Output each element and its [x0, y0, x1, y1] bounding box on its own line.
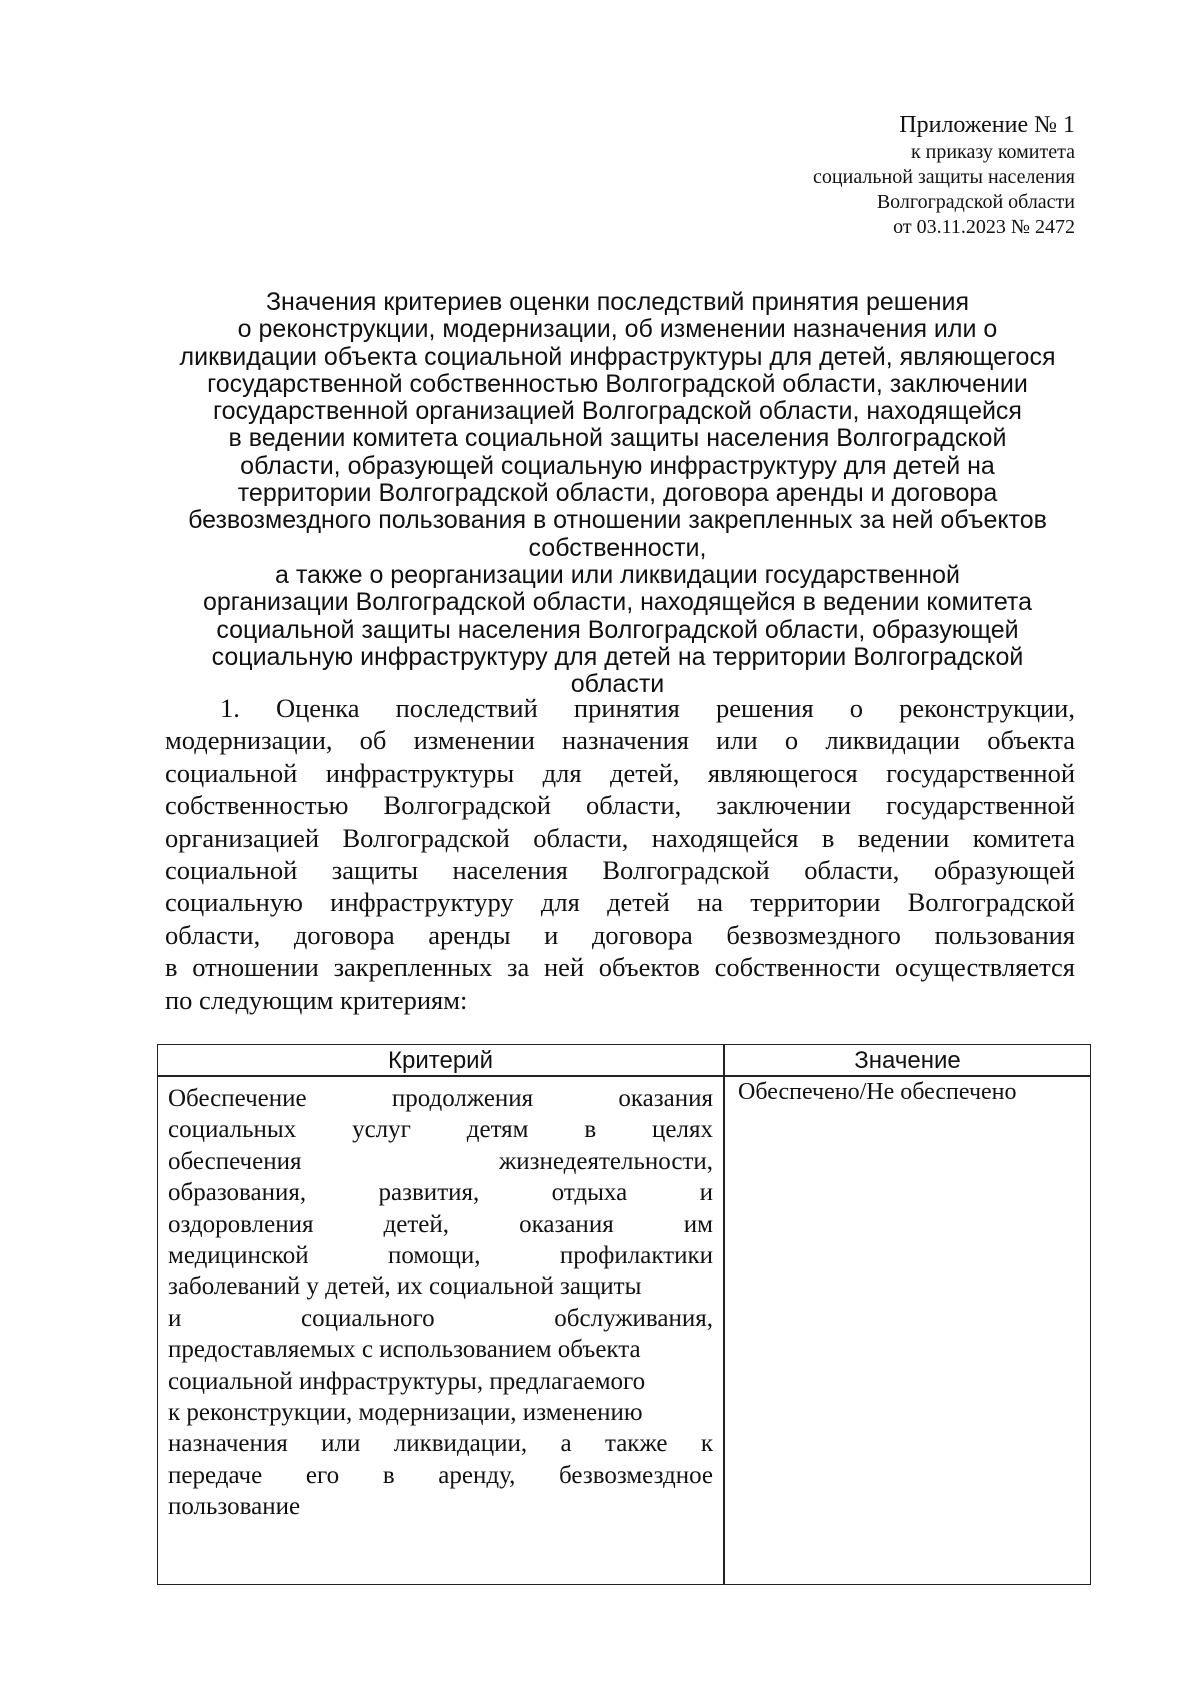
criterion-line: заболеваний у детей, их социальной защиты	[168, 1273, 642, 1301]
criterion-line: Обеспечение продолжения оказания	[168, 1085, 713, 1112]
paragraph-line: в отношении закрепленных за ней объектов собственности осуществляется	[165, 952, 1075, 983]
title-line: территории Волгоградской области, договора аренды и договора	[237, 479, 998, 508]
paragraph-line: социальной инфраструктуры для детей, являющегося государственной	[165, 757, 1075, 788]
title-line: социальной защиты населения Волгоградской области, образующей	[216, 615, 1019, 644]
appendix-order-ref: к приказу комитета	[910, 141, 1075, 163]
appendix-committee: социальной защиты населения	[813, 166, 1075, 188]
criterion-line: назначения или ликвидации, а также к	[168, 1430, 713, 1458]
criterion-line: пользование	[168, 1493, 301, 1521]
title-line: собственности,	[528, 533, 707, 562]
title-line: области	[570, 670, 665, 699]
paragraph-line: собственностью Волгоградской области, заключении государственной	[165, 790, 1075, 821]
title-line: организации Волгоградской области, находящейся в ведении комитета	[202, 588, 1033, 617]
title-line: а также о реорганизации или ликвидации государственной	[275, 560, 960, 589]
paragraph-line: 1. Оценка последствий принятия решения о реконструкции,	[220, 693, 1075, 723]
criterion-line: предоставляемых с использованием объекта	[168, 1336, 641, 1364]
appendix-number: Приложение № 1	[899, 112, 1075, 138]
title-line: безвозмездного пользования в отношении закрепленных за ней объектов	[188, 506, 1047, 535]
title-line: о реконструкции, модернизации, об изменении назначения или о	[237, 315, 998, 344]
column-divider	[723, 1045, 725, 1584]
criterion-cell	[168, 1083, 713, 1522]
value-cell: Обеспечено/Не обеспечено	[738, 1079, 1017, 1105]
criterion-line: социальной инфраструктуры, предлагаемого	[168, 1367, 646, 1395]
header-criterion: Критерий	[388, 1047, 493, 1074]
title-line: ликвидации объекта социальной инфраструктуры для детей, являющегося	[179, 342, 1056, 371]
criterion-line: передаче его в аренду, безвозмездное	[168, 1461, 713, 1489]
criterion-line: обеспечения жизнедеятельности,	[168, 1147, 713, 1175]
criteria-table	[157, 1044, 1091, 1585]
header-value: Значение	[854, 1047, 961, 1074]
paragraph-line: социальную инфраструктуру для детей на территории Волгоградской	[165, 887, 1075, 918]
title-line: Значения критериев оценки последствий принятия решения	[265, 288, 970, 316]
title-line: в ведении комитета социальной защиты населения Волгоградской	[228, 424, 1007, 453]
criterion-line: образования, развития, отдыха и	[168, 1179, 713, 1207]
title-line: государственной организацией Волгоградской области, находящейся	[213, 397, 1022, 426]
title-line: области, образующей социальную инфраструктуру для детей на	[240, 451, 995, 480]
paragraph-line: области, договора аренды и договора безвозмездного пользования	[165, 919, 1075, 950]
body-paragraph	[165, 692, 1075, 1016]
paragraph-line: социальной защиты населения Волгоградской области, образующей	[165, 854, 1075, 885]
appendix-header	[700, 110, 1075, 240]
criterion-line: социальных услуг детям в целях	[168, 1116, 713, 1144]
criterion-line: медицинской помощи, профилактики	[168, 1241, 713, 1269]
paragraph-line: по следующим критериям:	[165, 984, 468, 1015]
paragraph-line: организацией Волгоградской области, находящейся в ведении комитета	[165, 822, 1075, 853]
document-title	[150, 289, 1085, 698]
criterion-line: к реконструкции, модернизации, изменению	[168, 1398, 643, 1426]
criterion-line: и социального обслуживания,	[168, 1304, 713, 1332]
appendix-region: Волгоградской области	[876, 191, 1075, 213]
appendix-date-number: от 03.11.2023 № 2472	[893, 216, 1075, 238]
criterion-line: оздоровления детей, оказания им	[168, 1210, 713, 1238]
title-line: социальную инфраструктуру для детей на территории Волгоградской	[211, 642, 1024, 671]
title-line: государственной собственностью Волгоградской области, заключении	[207, 369, 1028, 398]
paragraph-line: модернизации, об изменении назначения или о ликвидации объекта	[165, 725, 1075, 756]
